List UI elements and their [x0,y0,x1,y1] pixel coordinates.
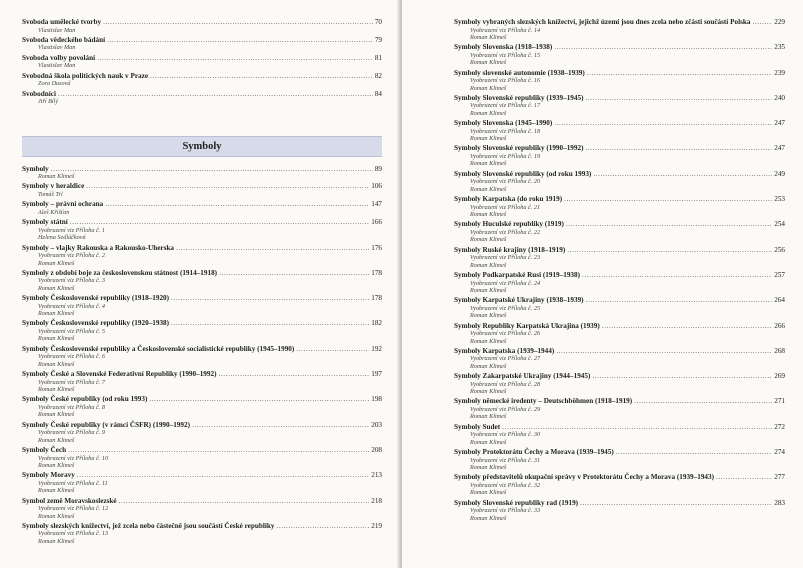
toc-leader-dots [107,36,373,45]
toc-author: Roman Klimeš [38,411,75,419]
toc-list-svoboda [22,18,382,106]
toc-attachment-ref: Vyobrazení viz Příloha č. 23 [470,254,541,262]
toc-entry-line [454,499,785,508]
toc-entry [454,296,785,319]
toc-attachment-ref: Vyobrazení viz Příloha č. 20 [470,178,541,186]
toc-author: Roman Klimeš [470,34,507,41]
toc-attachment-ref: Vyobrazení viz Příloha č. 14 [470,26,541,34]
toc-entry [454,94,785,117]
toc-author: Roman Klimeš [38,173,75,181]
toc-entry-line [22,294,382,303]
toc-leader-dots [564,195,772,204]
toc-entry-line [22,218,382,227]
toc-entry [454,119,785,142]
toc-entry-title: Symboly představitelů okupační správy v Protektorátu Čechy a Morava (1939–1943) [454,473,715,482]
toc-page-number: 254 [774,220,785,229]
toc-page-number: 81 [374,53,382,62]
toc-page-number: 239 [774,68,785,77]
toc-entry-line [454,347,785,356]
toc-page-number: 178 [371,268,382,277]
toc-entry-line [22,522,382,531]
toc-attachment-ref: Vyobrazení viz Příloha č. 1 [38,226,105,234]
toc-entry-title: Symboly České republiky (od roku 1993) [22,395,148,404]
toc-attachment-ref: Vyobrazení viz Příloha č. 11 [38,479,108,487]
toc-page-number: 257 [774,270,785,279]
toc-leader-dots [585,94,772,103]
toc-author: Vlastislav Man [38,62,76,70]
toc-entry-line [22,54,382,63]
toc-author: Roman Klimeš [470,59,507,67]
toc-entry-line [22,72,382,81]
toc-entry [22,319,382,342]
toc-author: Roman Klimeš [470,514,507,522]
toc-page-number: 106 [371,182,382,191]
left-page [0,0,400,568]
toc-entry-title: Svoboda volby povolání [22,53,96,62]
toc-entry-title: Svobodníci [22,89,56,98]
toc-author: Roman Klimeš [38,436,75,444]
toc-page-number: 70 [374,18,382,26]
toc-attachment-ref: Vyobrazení viz Příloha č. 10 [38,454,109,462]
toc-entry [454,372,785,395]
toc-entry [454,347,785,370]
toc-entry-title: Symboly – právní ochrana [22,200,104,209]
toc-author: Roman Klimeš [38,335,75,343]
toc-leader-dots [580,499,772,508]
toc-entry-title: Symboly v heraldice [22,182,85,191]
toc-entry-line [22,370,382,379]
toc-entry-title: Symbol země Moravskoslezské [22,496,117,505]
toc-attachment-ref: Vyobrazení viz Příloha č. 33 [470,507,541,515]
toc-entry-line [454,94,785,103]
toc-page-number: 271 [774,397,785,406]
toc-entry [22,165,382,181]
toc-author: Roman Klimeš [470,362,507,370]
toc-leader-dots [150,72,373,81]
toc-page-number: 229 [774,18,785,26]
toc-attachment-ref: Vyobrazení viz Příloha č. 25 [470,304,541,312]
toc-entry-line [22,471,382,480]
toc-entry-line [22,345,382,354]
toc-leader-dots [77,471,369,480]
toc-page-number: 240 [774,93,785,102]
toc-author: Roman Klimeš [38,386,75,394]
toc-attachment-ref: Vyobrazení viz Příloha č. 9 [38,429,105,437]
toc-page-number: 249 [774,169,785,178]
toc-author: Roman Klimeš [38,487,75,495]
toc-attachment-ref: Vyobrazení viz Příloha č. 29 [470,406,541,414]
toc-leader-dots [51,165,373,174]
toc-leader-dots [176,244,369,253]
toc-entry-title: Symboly Slovenské republiky (1939–1945) [454,93,584,102]
toc-entry-line [454,473,785,482]
toc-entry-line [22,395,382,404]
toc-leader-dots [592,372,772,381]
toc-entry-title: Symboly německé iredenty – Deutschböhmen (1918–1919) [454,397,633,406]
toc-entry [454,170,785,193]
toc-author: Roman Klimeš [38,360,75,368]
toc-author: Helena Sedláčková [38,234,86,242]
toc-entry [22,200,382,216]
toc-entry-title: Symboly Karpatska (do roku 1919) [454,195,563,204]
toc-page-number: 84 [374,89,382,98]
toc-entry [22,446,382,469]
toc-entry-line [454,43,785,52]
toc-page-number: 247 [774,119,785,128]
toc-entry-line [22,319,382,328]
toc-entry-line [454,271,785,280]
toc-entry-title: Symboly Československé republiky a Československé socialistické republiky (1945–1990) [22,344,295,353]
toc-entry-title: Symboly Podkarpatské Rusi (1919–1938) [454,270,580,279]
toc-entry [22,395,382,418]
toc-entry-title: Symboly Ruské krajiny (1918–1919) [454,245,566,254]
toc-attachment-ref: Vyobrazení viz Příloha č. 26 [470,330,541,338]
toc-leader-dots [105,200,369,209]
toc-page-number: 266 [774,321,785,330]
toc-entry-line [454,144,785,153]
toc-author: Roman Klimeš [470,337,507,345]
toc-attachment-ref: Vyobrazení viz Příloha č. 24 [470,279,541,287]
toc-entry [22,269,382,292]
toc-attachment-ref: Vyobrazení viz Příloha č. 28 [470,380,541,388]
toc-entry-title: Symboly – vlajky Rakouska a Rakousko-Uherska [22,243,174,252]
toc-entry [22,370,382,393]
toc-entry-title: Symboly Republiky Karpatská Ukrajina (1939) [454,321,600,330]
toc-entry-title: Symboly Karpatské Ukrajiny (1938–1939) [454,296,584,305]
toc-entry [22,244,382,267]
toc-entry-title: Symboly Huculské republiky (1919) [454,220,564,229]
toc-entry-title: Symboly Slovenské republiky (od roku 1993) [454,169,592,178]
toc-entry-title: Symboly Slovenské republiky (1990–1992) [454,144,584,153]
toc-attachment-ref: Vyobrazení viz Příloha č. 3 [38,277,105,285]
toc-entry [22,294,382,317]
toc-entry [454,220,785,243]
toc-author: Roman Klimeš [38,259,75,267]
toc-author: Roman Klimeš [38,284,75,292]
toc-entry-title: Symboly [22,164,49,173]
toc-page-number: 208 [371,445,382,454]
toc-entry [454,473,785,496]
toc-entry-title: Symboly Československé republiky (1920–1938) [22,319,170,328]
toc-attachment-ref: Vyobrazení viz Příloha č. 12 [38,505,109,513]
toc-leader-dots [171,319,369,328]
toc-entry-line [22,497,382,506]
toc-entry-title: Symboly Sudet [454,422,501,431]
toc-entry-title: Symboly České republiky (v rámci ČSFR) (1990–1992) [22,420,190,429]
toc-attachment-ref: Vyobrazení viz Příloha č. 27 [470,355,541,363]
toc-page-number: 268 [774,346,785,355]
toc-entry-title: Symboly Čech [22,445,67,454]
toc-entry-line [454,220,785,229]
toc-entry [22,36,382,52]
toc-attachment-ref: Vyobrazení viz Příloha č. 8 [38,403,105,411]
toc-entry-line [454,195,785,204]
toc-leader-dots [752,18,772,27]
toc-entry [22,218,382,241]
toc-leader-dots [149,395,369,404]
toc-attachment-ref: Vyobrazení viz Příloha č. 21 [470,203,541,211]
toc-attachment-ref: Vyobrazení viz Příloha č. 16 [470,77,541,85]
toc-entry [454,499,785,522]
toc-page-number: 218 [371,496,382,505]
toc-entry [454,397,785,420]
toc-author: Jiří Bílý [38,98,59,106]
toc-entry [22,345,382,368]
toc-page-number: 203 [371,420,382,429]
toc-author: Vlastislav Man [38,26,76,34]
toc-entry-line [454,170,785,179]
toc-attachment-ref: Vyobrazení viz Příloha č. 31 [470,456,541,464]
toc-author: Roman Klimeš [470,261,507,269]
toc-entry-title: Symboly Protektorátu Čechy a Morava (1939–1945) [454,448,614,457]
toc-entry [22,522,382,545]
toc-leader-dots [119,497,370,506]
toc-entry [22,54,382,70]
toc-author: Zora Dusová [38,80,71,88]
toc-author: Roman Klimeš [470,185,507,193]
toc-leader-dots [68,446,369,455]
toc-leader-dots [70,218,369,227]
toc-leader-dots [554,43,772,52]
toc-page-number: 82 [374,71,382,80]
toc-attachment-ref: Vyobrazení viz Příloha č. 19 [470,153,541,161]
toc-leader-dots [616,448,772,457]
toc-entry-line [22,90,382,99]
toc-page-number: 166 [371,218,382,227]
toc-author: Vlastislav Man [38,44,76,52]
toc-leader-dots [554,119,772,128]
toc-entry-title: Symboly slovenské autonomie (1938–1939) [454,68,585,77]
toc-page-number: 272 [774,422,785,431]
toc-leader-dots [103,18,373,27]
toc-attachment-ref: Vyobrazení viz Příloha č. 18 [470,127,541,135]
toc-entry-line [454,448,785,457]
toc-page-number: 269 [774,372,785,381]
toc-entry-title: Symboly Československé republiky (1918–1920) [22,294,170,303]
toc-leader-dots [218,370,369,379]
toc-page-number: 235 [774,43,785,52]
toc-entry [22,471,382,494]
toc-entry [22,421,382,444]
toc-entry-title: Symboly vybraných slezských knížectví, jejichž území jsou dnes zcela nebo zčásti součástí Polska [454,18,751,26]
toc-entry [454,18,785,41]
toc-author: Roman Klimeš [470,109,507,117]
toc-page-number: 277 [774,473,785,482]
toc-author: Roman Klimeš [470,312,507,320]
toc-author: Roman Klimeš [38,461,75,469]
toc-list-symboly-continued [454,18,785,522]
toc-author: Roman Klimeš [470,413,507,421]
toc-entry-line [22,182,382,191]
toc-author: Aleš Křišťan [38,208,70,216]
toc-entry-line [454,397,785,406]
toc-attachment-ref: Vyobrazení viz Příloha č. 30 [470,431,541,439]
toc-author: Roman Klimeš [470,160,507,168]
toc-entry-line [454,246,785,255]
toc-entry-line [454,18,785,27]
toc-attachment-ref: Vyobrazení viz Příloha č. 17 [470,102,541,110]
toc-entry-line [22,421,382,430]
toc-page-number: 256 [774,245,785,254]
toc-attachment-ref: Vyobrazení viz Příloha č. 7 [38,378,105,386]
toc-leader-dots [593,170,772,179]
toc-entry-title: Svoboda vědeckého bádání [22,35,106,44]
toc-leader-dots [171,294,369,303]
toc-leader-dots [602,322,772,331]
toc-entry [454,423,785,446]
toc-entry-title: Svoboda umělecké tvorby [22,18,102,26]
toc-entry-title: Symboly Slovenska (1945–1990) [454,119,553,128]
toc-entry [454,195,785,218]
toc-entry-title: Symboly z období boje za československou státnost (1914–1918) [22,268,218,277]
toc-leader-dots [502,423,772,432]
toc-page-number: 79 [374,35,382,44]
toc-leader-dots [556,347,772,356]
toc-entry [454,322,785,345]
toc-author: Roman Klimeš [470,464,507,472]
toc-page-number: 89 [374,164,382,173]
toc-entry-title: Symboly Zakarpatské Ukrajiny (1944–1945) [454,372,591,381]
toc-author: Roman Klimeš [38,537,75,545]
toc-leader-dots [566,220,772,229]
toc-entry-line [454,69,785,78]
toc-entry-line [454,372,785,381]
toc-entry-title: Symboly Moravy [22,471,75,480]
toc-entry-line [22,269,382,278]
toc-entry [454,448,785,471]
toc-entry [454,144,785,167]
toc-attachment-ref: Vyobrazení viz Příloha č. 32 [470,481,541,489]
toc-entry [22,497,382,520]
toc-page-number: 192 [371,344,382,353]
toc-author: Tomáš Trl [38,191,63,199]
toc-entry-line [454,296,785,305]
toc-page-number: 274 [774,448,785,457]
toc-entry [454,246,785,269]
toc-entry-line [454,119,785,128]
toc-page-number: 198 [371,395,382,404]
toc-page-number: 247 [774,144,785,153]
toc-leader-dots [716,473,772,482]
toc-author: Roman Klimeš [470,135,507,143]
section-heading-symboly: Symboly [22,136,382,157]
toc-leader-dots [58,90,373,99]
toc-author: Roman Klimeš [470,211,507,219]
toc-entry-line [22,200,382,209]
toc-entry-line [22,165,382,174]
toc-leader-dots [192,421,369,430]
toc-entry [454,43,785,66]
toc-entry [454,69,785,92]
toc-author: Roman Klimeš [470,388,507,396]
toc-attachment-ref: Vyobrazení viz Příloha č. 13 [38,530,109,538]
toc-leader-dots [634,397,772,406]
toc-entry-title: Svobodná škola politických nauk v Praze [22,71,149,80]
toc-entry [22,72,382,88]
toc-entry [454,271,785,294]
toc-leader-dots [296,345,369,354]
toc-attachment-ref: Vyobrazení viz Příloha č. 6 [38,353,105,361]
toc-page-number: 264 [774,296,785,305]
toc-entry-line [22,446,382,455]
toc-entry-title: Symboly státní [22,218,68,227]
toc-entry-title: Symboly České a Slovenské Federativní Republiky (1990–1992) [22,370,217,379]
toc-page-number: 283 [774,498,785,507]
toc-leader-dots [276,522,369,531]
toc-leader-dots [587,69,772,78]
toc-entry-title: Symboly Slovenska (1918–1938) [454,43,553,52]
toc-leader-dots [582,271,772,280]
toc-author: Roman Klimeš [38,512,75,520]
toc-attachment-ref: Vyobrazení viz Příloha č. 22 [470,228,541,236]
toc-leader-dots [586,296,773,305]
toc-entry-title: Symboly Slovenské republiky rad (1919) [454,498,579,507]
toc-leader-dots [567,246,772,255]
toc-author: Roman Klimeš [470,489,507,497]
toc-page-number: 147 [371,200,382,209]
toc-attachment-ref: Vyobrazení viz Příloha č. 5 [38,328,105,336]
toc-author: Roman Klimeš [470,438,507,446]
toc-attachment-ref: Vyobrazení viz Příloha č. 2 [38,252,105,260]
toc-author: Roman Klimeš [470,236,507,244]
toc-leader-dots [86,182,369,191]
toc-author: Roman Klimeš [38,310,75,318]
toc-page-number: 178 [371,294,382,303]
toc-entry-title: Symboly Karpatska (1939–1944) [454,346,555,355]
toc-entry-line [454,423,785,432]
toc-entry [22,182,382,198]
toc-entry-title: Symboly slezských knížectví, jež zcela nebo částečně jsou součástí České republiky [22,521,275,530]
toc-entry-line [454,322,785,331]
toc-page-number: 219 [371,521,382,530]
toc-page-number: 213 [371,471,382,480]
toc-author: Roman Klimeš [470,84,507,92]
toc-entry [22,18,382,34]
right-page [402,0,803,568]
toc-leader-dots [219,269,369,278]
toc-leader-dots [97,54,373,63]
toc-attachment-ref: Vyobrazení viz Příloha č. 15 [470,51,541,59]
toc-entry-line [22,36,382,45]
toc-attachment-ref: Vyobrazení viz Příloha č. 4 [38,302,105,310]
toc-entry [22,90,382,106]
toc-entry-line [22,18,382,27]
toc-page-number: 176 [371,243,382,252]
toc-leader-dots [585,144,772,153]
toc-page-number: 182 [371,319,382,328]
toc-author: Roman Klimeš [470,286,507,294]
toc-entry-line [22,244,382,253]
toc-page-number: 197 [371,370,382,379]
toc-page-number: 253 [774,195,785,204]
toc-list-symboly [22,165,382,546]
